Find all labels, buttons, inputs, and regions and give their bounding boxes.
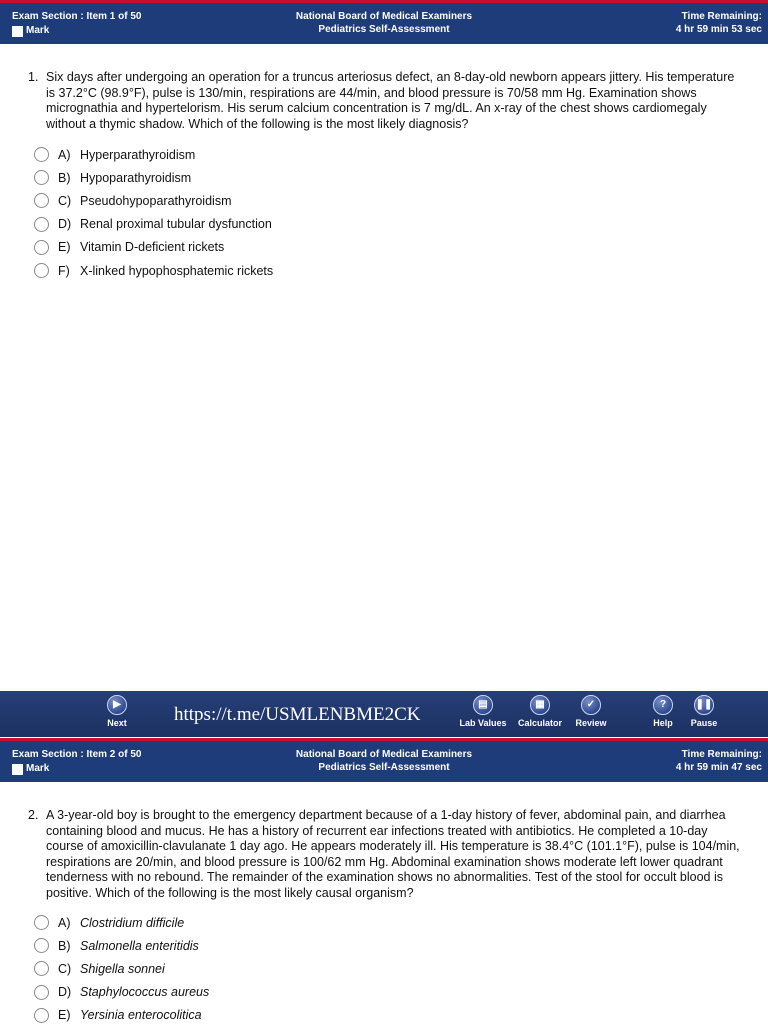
- help-label: Help: [653, 718, 673, 728]
- question-number: 1.: [28, 70, 39, 84]
- answer-options-2: [34, 911, 209, 1027]
- radio-button[interactable]: [34, 985, 49, 1000]
- calculator-icon: ▦: [530, 695, 550, 715]
- option-text: Shigella sonnei: [80, 961, 165, 976]
- question-text: Six days after undergoing an operation for a truncus arteriosus defect, an 8-day-old newborn appears jittery. His temperature is 37.2°C (98.9°F), pulse is 130/min, respirations are 44/min, and blood pressure is 70/58 mm Hg. Examination shows micrognathia and hypertelorism. His serum calcium concentration is 7 mg/dL. An x-ray of the chest shows cardiomegaly without a thymic shadow. Which of the following is the most likely diagnosis?: [46, 70, 735, 131]
- time-label: Time Remaining:: [681, 749, 762, 760]
- answer-option-e[interactable]: E) Vitamin D-deficient rickets: [34, 236, 273, 259]
- board-name: National Board of Medical Examiners: [295, 749, 473, 760]
- answer-option-e[interactable]: E) Yersinia enterocolitica: [34, 1004, 209, 1027]
- radio-button[interactable]: [34, 961, 49, 976]
- help-button[interactable]: [648, 695, 678, 728]
- answer-option-a[interactable]: A) Clostridium difficile: [34, 911, 209, 934]
- question-text: A 3-year-old boy is brought to the emergency department because of a 1-day history of fever, abdominal pain, and diarrhea containing blood and mucus. He has a history of recurrent ear infections treated with antibiotics. He completed a 10-day course of amoxicillin-clavulanate 1 day ago. He appears moderately ill. His temperature is 38.4°C (101.1°F), pulse is 104/min, respirations are 20/min, and blood pressure is 100/62 mm Hg. Abdominal examination shows moderate left lower quadrant tenderness with no rebound. The remainder of the examination shows no abnormalities. Test of the stool for occult blood is positive. Which of the following is the most likely causal organism?: [46, 808, 740, 900]
- exam-header-item-2: [0, 738, 768, 782]
- radio-button[interactable]: [34, 170, 49, 185]
- exam-title: [0, 748, 768, 774]
- assessment-name: Pediatrics Self-Assessment: [318, 24, 450, 35]
- answer-option-d[interactable]: D) Staphylococcus aureus: [34, 981, 209, 1004]
- radio-button[interactable]: [34, 240, 49, 255]
- calculator-button[interactable]: [515, 695, 565, 728]
- option-text: Vitamin D-deficient rickets: [80, 240, 225, 255]
- question-stem-1: [28, 70, 740, 132]
- radio-button[interactable]: [34, 147, 49, 162]
- watermark-link[interactable]: https://t.me/USMLENBME2CK: [174, 704, 421, 725]
- board-name: National Board of Medical Examiners: [295, 11, 473, 22]
- option-text: Staphylococcus aureus: [80, 985, 210, 1000]
- option-text: X-linked hypophosphatemic rickets: [80, 263, 274, 278]
- lab-values-button[interactable]: [456, 695, 510, 728]
- assessment-name: Pediatrics Self-Assessment: [318, 762, 450, 773]
- mark-label: Mark: [26, 763, 50, 774]
- answer-option-f[interactable]: F) X-linked hypophosphatemic rickets: [34, 259, 273, 282]
- time-value: 4 hr 59 min 53 sec: [675, 24, 762, 35]
- lab-values-label: Lab Values: [459, 718, 507, 728]
- radio-button[interactable]: [34, 915, 49, 930]
- question-number: 2.: [28, 808, 39, 822]
- option-text: Hyperparathyroidism: [80, 147, 196, 162]
- option-text: Renal proximal tubular dysfunction: [80, 217, 272, 232]
- time-remaining: [676, 748, 762, 774]
- time-remaining: [676, 10, 762, 36]
- checkmark-icon: ✓: [581, 695, 601, 715]
- exam-section-label: Exam Section : Item 2 of 50: [12, 749, 142, 760]
- option-text: Hypoparathyroidism: [80, 170, 192, 185]
- next-label: Next: [107, 718, 127, 728]
- mark-label: Mark: [26, 25, 50, 36]
- answer-option-c[interactable]: C) Pseudohypoparathyroidism: [34, 189, 273, 212]
- option-text: Pseudohypoparathyroidism: [80, 193, 232, 208]
- radio-button[interactable]: [34, 263, 49, 278]
- next-button[interactable]: [102, 695, 132, 728]
- radio-button[interactable]: [34, 217, 49, 232]
- pause-button[interactable]: [688, 695, 720, 728]
- lab-values-icon: ▤: [473, 695, 493, 715]
- option-text: Yersinia enterocolitica: [80, 1008, 202, 1023]
- help-icon: ?: [653, 695, 673, 715]
- answer-option-b[interactable]: B) Salmonella enteritidis: [34, 934, 209, 957]
- answer-option-d[interactable]: D) Renal proximal tubular dysfunction: [34, 213, 273, 236]
- radio-button[interactable]: [34, 1008, 49, 1023]
- answer-option-a[interactable]: A) Hyperparathyroidism: [34, 143, 273, 166]
- answer-options-1: [34, 143, 273, 282]
- pause-label: Pause: [690, 718, 718, 728]
- time-value: 4 hr 59 min 47 sec: [675, 762, 762, 773]
- pause-icon: ❚❚: [694, 695, 714, 715]
- exam-section-label: Exam Section : Item 1 of 50: [12, 11, 142, 22]
- option-text: Clostridium difficile: [80, 915, 185, 930]
- radio-button[interactable]: [34, 938, 49, 953]
- exam-title: [0, 10, 768, 36]
- answer-option-c[interactable]: C) Shigella sonnei: [34, 957, 209, 980]
- calculator-label: Calculator: [517, 718, 562, 728]
- time-label: Time Remaining:: [681, 11, 762, 22]
- question-stem-2: [28, 808, 740, 901]
- review-label: Review: [575, 718, 607, 728]
- review-button[interactable]: [572, 695, 610, 728]
- exam-header-item-1: [0, 0, 768, 44]
- answer-option-b[interactable]: B) Hypoparathyroidism: [34, 166, 273, 189]
- play-arrow-icon: ▶: [107, 695, 127, 715]
- option-text: Salmonella enteritidis: [80, 938, 199, 953]
- radio-button[interactable]: [34, 193, 49, 208]
